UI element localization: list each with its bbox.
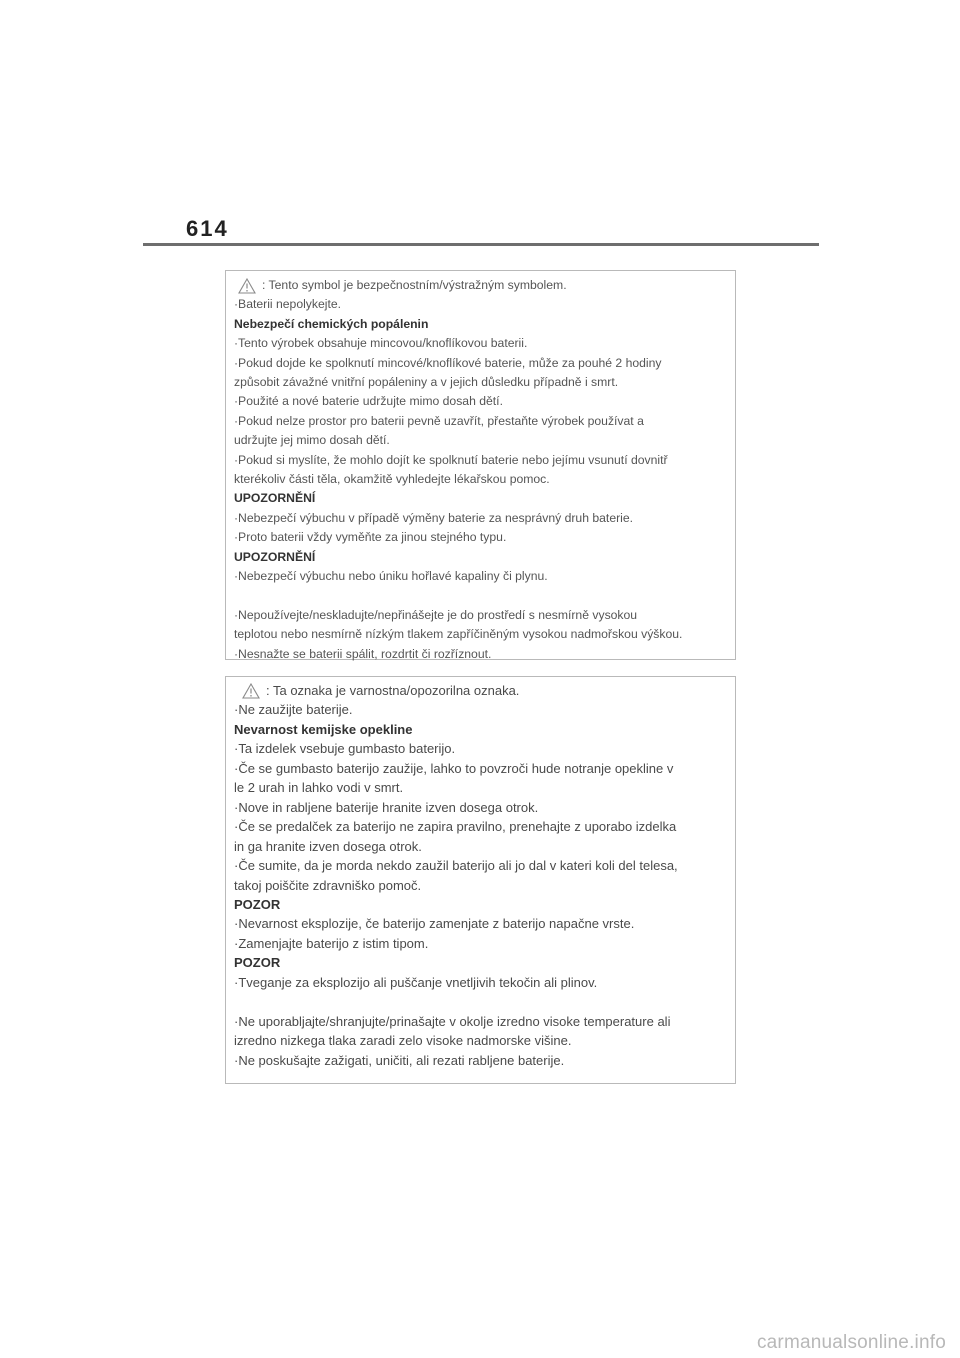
text-line: le 2 urah in lahko vodi v smrt. (234, 780, 404, 796)
text-line: kterékoliv části těla, okamžitě vyhledejte lékařskou pomoc. (234, 472, 550, 487)
text-line: ·Proto baterii vždy vyměňte za jinou stejného typu. (234, 530, 507, 545)
warning-box-czech (225, 270, 736, 660)
text-line: ·Nesnažte se baterii spálit, rozdrtit či rozříznout. (234, 646, 492, 661)
text-line: in ga hranite izven dosega otrok. (234, 838, 422, 854)
text-line: ·Če se predalček za baterijo ne zapira pravilno, prenehajte z uporabo izdelka (234, 819, 677, 835)
blank-line (234, 992, 727, 1011)
symbol-line (234, 276, 727, 295)
symbol-description: : Ta oznaka je varnostna/opozorilna oznaka. (266, 683, 520, 698)
warning-box-slovenian (225, 676, 736, 1084)
text-line: ·Nevarnost eksplozije, če baterijo zamenjate z baterijo napačne vrste. (234, 916, 635, 932)
text-line: ·Ne zaužijte baterije. (234, 702, 353, 718)
page-number: 614 (186, 216, 229, 241)
section-heading: Nebezpečí chemických popálenin (234, 316, 429, 331)
text-line: způsobit závažné vnitřní popáleniny a v jejich důsledku případně i smrt. (234, 375, 619, 390)
text-line: ·Nove in rabljene baterije hranite izven dosega otrok. (234, 799, 539, 815)
text-line: ·Nebezpečí výbuchu v případě výměny baterie za nesprávný druh baterie. (234, 510, 634, 525)
text-line: ·Pokud dojde ke spolknutí mincové/knoflíkové baterie, může za pouhé 2 hodiny (234, 355, 662, 370)
text-line: ·Použité a nové baterie udržujte mimo dosah dětí. (234, 394, 503, 409)
text-line: ·Nebezpečí výbuchu nebo úniku hořlavé kapaliny či plynu. (234, 569, 548, 584)
text-line: ·Tento výrobek obsahuje mincovou/knoflíkovou baterii. (234, 336, 528, 351)
warning-triangle-icon (242, 683, 260, 699)
text-line: ·Ne poskušajte zažigati, uničiti, ali rezati rabljene baterije. (234, 1052, 565, 1068)
header-rule (143, 243, 819, 246)
text-line: udržujte jej mimo dosah dětí. (234, 433, 390, 448)
warning-triangle-icon (238, 278, 256, 294)
text-line: izredno nizkega tlaka zaradi zelo visoke nadmorske višine. (234, 1033, 572, 1049)
text-line: ·Če se gumbasto baterijo zaužije, lahko to povzroči hude notranje opekline v (234, 760, 674, 776)
text-line: takoj poiščite zdravniško pomoč. (234, 877, 422, 893)
section-heading: UPOZORNĚNÍ (234, 491, 316, 506)
symbol-line (234, 681, 727, 700)
text-line: ·Pokud si myslíte, že mohlo dojít ke spolknutí baterie nebo jejímu vsunutí dovnitř (234, 452, 668, 467)
section-heading: POZOR (234, 955, 281, 971)
slovenian-text-lines (234, 700, 727, 1070)
text-line: ·Tveganje za eksplozijo ali puščanje vnetljivih tekočin ali plinov. (234, 974, 598, 990)
watermark-text: carmanualsonline.info (756, 1332, 946, 1353)
text-line: ·Zamenjajte baterijo z istim tipom. (234, 935, 429, 951)
text-line: ·Nepoužívejte/neskladujte/nepřinášejte je do prostředí s nesmírně vysokou (234, 607, 638, 622)
text-line: ·Ta izdelek vsebuje gumbasto baterijo. (234, 741, 456, 757)
section-heading: Nevarnost kemijske opekline (234, 721, 413, 737)
text-line: teplotou nebo nesmírně nízkým tlakem zapříčiněným vysokou nadmořskou výškou. (234, 627, 683, 642)
czech-text-lines (234, 295, 727, 664)
text-line: ·Pokud nelze prostor pro baterii pevně uzavřít, přestaňte výrobek používat a (234, 413, 644, 428)
text-line: ·Ne uporabljajte/shranjujte/prinašajte v okolje izredno visoke temperature ali (234, 1013, 671, 1029)
section-heading: POZOR (234, 896, 281, 912)
symbol-description: : Tento symbol je bezpečnostním/výstražným symbolem. (262, 278, 567, 292)
blank-line (234, 587, 727, 606)
text-line: ·Baterii nepolykejte. (234, 297, 342, 312)
text-line: ·Če sumite, da je morda nekdo zaužil baterijo ali jo dal v kateri koli del telesa, (234, 858, 678, 874)
section-heading: UPOZORNĚNÍ (234, 549, 316, 564)
